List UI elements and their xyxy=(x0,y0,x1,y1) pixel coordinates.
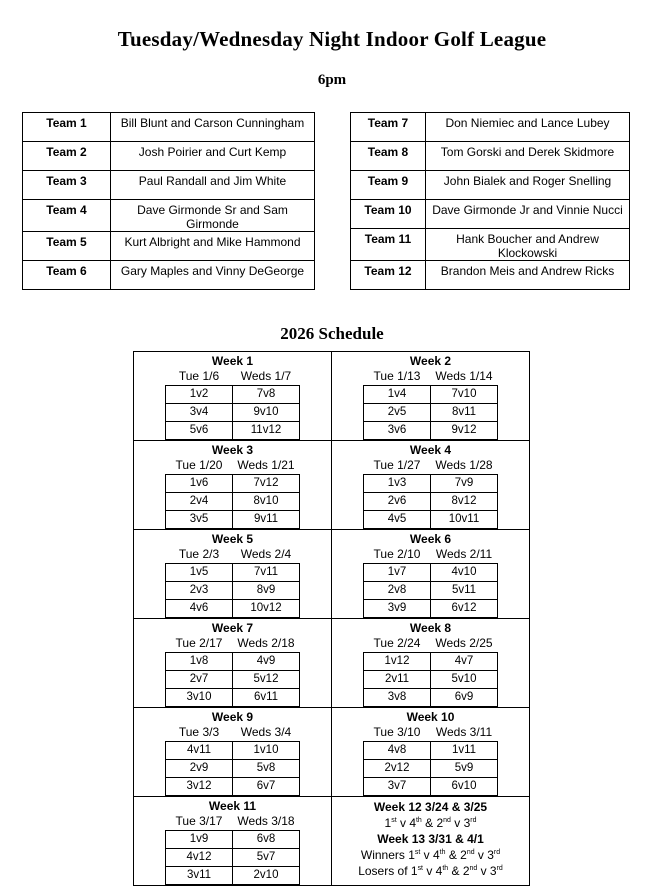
match-row xyxy=(364,760,498,778)
match-cell: 5v8 xyxy=(233,760,300,778)
match-row xyxy=(166,760,300,778)
schedule-row xyxy=(134,441,530,530)
wednesday-date-header: Weds 3/4 xyxy=(240,725,292,739)
wednesday-date-header: Weds 1/14 xyxy=(435,369,493,383)
match-cell: 4v9 xyxy=(233,653,300,671)
tuesday-date-header: Tue 2/17 xyxy=(175,636,223,650)
match-row xyxy=(364,600,498,618)
match-table xyxy=(165,385,300,440)
match-row xyxy=(364,582,498,600)
tuesday-date-header: Tue 2/24 xyxy=(373,636,421,650)
match-cell: 5v9 xyxy=(431,760,498,778)
match-cell: 1v4 xyxy=(364,386,431,404)
match-cell: 3v7 xyxy=(364,778,431,796)
team-row xyxy=(23,232,315,261)
match-table xyxy=(165,652,300,707)
match-row xyxy=(166,831,300,849)
schedule-row xyxy=(134,797,530,886)
team-players-cell: Hank Boucher and Andrew Klockowski xyxy=(426,229,630,261)
week-cell xyxy=(134,352,332,441)
tuesday-date-header: Tue 1/13 xyxy=(373,369,421,383)
day-header-row xyxy=(364,369,498,384)
match-cell: 9v10 xyxy=(233,404,300,422)
team-players-cell: Dave Girmonde Sr and Sam Girmonde xyxy=(111,200,315,232)
match-cell: 3v9 xyxy=(364,600,431,618)
day-header-row xyxy=(364,547,498,562)
team-number-cell: Team 11 xyxy=(351,229,426,261)
team-number-cell: Team 2 xyxy=(23,142,111,171)
wednesday-date-header: Weds 1/21 xyxy=(237,458,295,472)
week-cell xyxy=(332,530,530,619)
match-cell: 4v7 xyxy=(431,653,498,671)
match-cell: 1v3 xyxy=(364,475,431,493)
match-row xyxy=(364,671,498,689)
team-players-cell: Kurt Albright and Mike Hammond xyxy=(111,232,315,261)
playoff-weeks-cell xyxy=(332,797,530,886)
match-row xyxy=(166,404,300,422)
match-cell: 10v12 xyxy=(233,600,300,618)
team-row xyxy=(351,171,630,200)
match-row xyxy=(166,564,300,582)
match-row xyxy=(364,564,498,582)
team-row xyxy=(351,261,630,290)
week-cell xyxy=(134,530,332,619)
match-row xyxy=(364,689,498,707)
match-cell: 7v10 xyxy=(431,386,498,404)
team-players-cell: Tom Gorski and Derek Skidmore xyxy=(426,142,630,171)
week-title: Week 9 xyxy=(211,710,254,724)
match-cell: 1v12 xyxy=(364,653,431,671)
wednesday-date-header: Weds 2/18 xyxy=(237,636,295,650)
tuesday-date-header: Tue 3/17 xyxy=(175,814,223,828)
match-row xyxy=(166,689,300,707)
wednesday-date-header: Weds 3/18 xyxy=(237,814,295,828)
match-cell: 2v12 xyxy=(364,760,431,778)
match-cell: 9v12 xyxy=(431,422,498,440)
week-title: Week 11 xyxy=(208,799,257,813)
match-cell: 2v5 xyxy=(364,404,431,422)
match-cell: 6v7 xyxy=(233,778,300,796)
week-cell xyxy=(134,708,332,797)
match-cell: 11v12 xyxy=(233,422,300,440)
schedule-title: 2026 Schedule xyxy=(280,324,384,343)
match-cell: 6v11 xyxy=(233,689,300,707)
team-table-7-12 xyxy=(350,112,630,290)
tuesday-date-header: Tue 1/6 xyxy=(178,369,220,383)
week-title: Week 10 xyxy=(406,710,455,724)
playoff-line: Week 12 3/24 & 3/25 xyxy=(373,800,488,814)
team-table-1-6 xyxy=(22,112,315,290)
week-title: Week 8 xyxy=(409,621,452,635)
day-header-row xyxy=(364,458,498,473)
match-cell: 8v9 xyxy=(233,582,300,600)
match-row xyxy=(166,653,300,671)
day-header-row xyxy=(166,369,300,384)
match-table xyxy=(363,652,498,707)
week-cell xyxy=(332,619,530,708)
match-row xyxy=(166,582,300,600)
week-cell xyxy=(134,797,332,886)
match-table xyxy=(363,385,498,440)
playoff-line: Week 13 3/31 & 4/1 xyxy=(377,832,484,846)
match-cell: 8v11 xyxy=(431,404,498,422)
day-header-row xyxy=(166,814,300,829)
team-number-cell: Team 1 xyxy=(23,113,111,142)
wednesday-date-header: Weds 2/4 xyxy=(240,547,292,561)
match-cell: 3v12 xyxy=(166,778,233,796)
match-table xyxy=(165,830,300,885)
team-row xyxy=(351,200,630,229)
match-cell: 7v11 xyxy=(233,564,300,582)
match-row xyxy=(166,386,300,404)
match-row xyxy=(166,422,300,440)
match-row xyxy=(364,778,498,796)
match-cell: 2v10 xyxy=(233,867,300,885)
match-cell: 5v12 xyxy=(233,671,300,689)
schedule-grid xyxy=(133,351,530,886)
team-row xyxy=(23,200,315,232)
match-cell: 4v8 xyxy=(364,742,431,760)
match-cell: 2v4 xyxy=(166,493,233,511)
match-cell: 4v10 xyxy=(431,564,498,582)
match-cell: 4v12 xyxy=(166,849,233,867)
schedule-row xyxy=(134,619,530,708)
team-row xyxy=(351,142,630,171)
wednesday-date-header: Weds 2/11 xyxy=(435,547,493,561)
match-cell: 2v8 xyxy=(364,582,431,600)
team-number-cell: Team 4 xyxy=(23,200,111,232)
match-row xyxy=(166,849,300,867)
week-title: Week 3 xyxy=(211,443,254,457)
day-header-row xyxy=(364,636,498,651)
tuesday-date-header: Tue 1/20 xyxy=(175,458,223,472)
day-header-row xyxy=(166,547,300,562)
tuesday-date-header: Tue 2/3 xyxy=(178,547,220,561)
week-cell xyxy=(332,441,530,530)
team-players-cell: John Bialek and Roger Snelling xyxy=(426,171,630,200)
match-row xyxy=(166,778,300,796)
team-players-cell: Dave Girmonde Jr and Vinnie Nucci xyxy=(426,200,630,229)
team-number-cell: Team 5 xyxy=(23,232,111,261)
wednesday-date-header: Weds 1/7 xyxy=(240,369,292,383)
day-header-row xyxy=(166,725,300,740)
team-players-cell: Don Niemiec and Lance Lubey xyxy=(426,113,630,142)
match-cell: 1v7 xyxy=(364,564,431,582)
schedule-row xyxy=(134,530,530,619)
match-row xyxy=(364,653,498,671)
match-cell: 1v10 xyxy=(233,742,300,760)
match-cell: 5v10 xyxy=(431,671,498,689)
match-row xyxy=(364,493,498,511)
page-title: Tuesday/Wednesday Night Indoor Golf League xyxy=(117,27,547,51)
match-cell: 8v12 xyxy=(431,493,498,511)
match-cell: 3v8 xyxy=(364,689,431,707)
team-players-cell: Gary Maples and Vinny DeGeorge xyxy=(111,261,315,290)
week-title: Week 7 xyxy=(211,621,254,635)
match-table xyxy=(165,563,300,618)
wednesday-date-header: Weds 3/11 xyxy=(435,725,493,739)
tuesday-date-header: Tue 1/27 xyxy=(373,458,421,472)
match-cell: 8v10 xyxy=(233,493,300,511)
team-number-cell: Team 8 xyxy=(351,142,426,171)
match-cell: 2v11 xyxy=(364,671,431,689)
match-cell: 5v7 xyxy=(233,849,300,867)
team-players-cell: Josh Poirier and Curt Kemp xyxy=(111,142,315,171)
match-cell: 2v9 xyxy=(166,760,233,778)
team-row xyxy=(351,113,630,142)
week-cell xyxy=(332,352,530,441)
match-cell: 1v6 xyxy=(166,475,233,493)
match-row xyxy=(166,671,300,689)
match-row xyxy=(166,493,300,511)
team-row xyxy=(23,142,315,171)
match-cell: 1v9 xyxy=(166,831,233,849)
week-cell xyxy=(134,619,332,708)
team-roster-section xyxy=(22,112,630,290)
match-cell: 6v9 xyxy=(431,689,498,707)
match-cell: 5v6 xyxy=(166,422,233,440)
match-cell: 6v10 xyxy=(431,778,498,796)
match-cell: 6v8 xyxy=(233,831,300,849)
match-cell: 7v9 xyxy=(431,475,498,493)
match-cell: 7v12 xyxy=(233,475,300,493)
match-cell: 1v11 xyxy=(431,742,498,760)
match-cell: 1v8 xyxy=(166,653,233,671)
match-table xyxy=(165,741,300,796)
playoff-line: 1st v 4th & 2nd v 3rd xyxy=(384,816,477,830)
schedule-row xyxy=(134,708,530,797)
wednesday-date-header: Weds 1/28 xyxy=(435,458,493,472)
day-header-row xyxy=(166,458,300,473)
match-cell: 9v11 xyxy=(233,511,300,529)
match-row xyxy=(364,386,498,404)
week-title: Week 4 xyxy=(409,443,452,457)
match-cell: 2v3 xyxy=(166,582,233,600)
match-cell: 1v5 xyxy=(166,564,233,582)
match-row xyxy=(364,511,498,529)
match-row xyxy=(364,404,498,422)
match-row xyxy=(166,511,300,529)
team-number-cell: Team 7 xyxy=(351,113,426,142)
match-row xyxy=(364,475,498,493)
team-row xyxy=(23,113,315,142)
schedule-row xyxy=(134,352,530,441)
week-cell xyxy=(332,708,530,797)
team-number-cell: Team 9 xyxy=(351,171,426,200)
team-number-cell: Team 10 xyxy=(351,200,426,229)
week-title: Week 1 xyxy=(211,354,254,368)
match-cell: 7v8 xyxy=(233,386,300,404)
team-players-cell: Paul Randall and Jim White xyxy=(111,171,315,200)
match-cell: 3v10 xyxy=(166,689,233,707)
tuesday-date-header: Tue 3/10 xyxy=(373,725,421,739)
day-header-row xyxy=(166,636,300,651)
match-table xyxy=(363,741,498,796)
week-title: Week 5 xyxy=(211,532,254,546)
match-cell: 3v11 xyxy=(166,867,233,885)
match-cell: 3v5 xyxy=(166,511,233,529)
match-cell: 6v12 xyxy=(431,600,498,618)
match-row xyxy=(166,600,300,618)
match-row xyxy=(364,422,498,440)
team-number-cell: Team 6 xyxy=(23,261,111,290)
match-cell: 4v5 xyxy=(364,511,431,529)
match-row xyxy=(166,742,300,760)
match-cell: 1v2 xyxy=(166,386,233,404)
match-cell: 2v6 xyxy=(364,493,431,511)
team-number-cell: Team 12 xyxy=(351,261,426,290)
match-table xyxy=(363,563,498,618)
match-cell: 3v6 xyxy=(364,422,431,440)
tuesday-date-header: Tue 2/10 xyxy=(373,547,421,561)
day-header-row xyxy=(364,725,498,740)
week-title: Week 2 xyxy=(409,354,452,368)
tuesday-date-header: Tue 3/3 xyxy=(178,725,220,739)
team-row xyxy=(351,229,630,261)
match-table xyxy=(165,474,300,529)
match-cell: 5v11 xyxy=(431,582,498,600)
team-row xyxy=(23,171,315,200)
time-subtitle: 6pm xyxy=(317,72,347,88)
wednesday-date-header: Weds 2/25 xyxy=(435,636,493,650)
match-table xyxy=(363,474,498,529)
team-players-cell: Brandon Meis and Andrew Ricks xyxy=(426,261,630,290)
match-cell: 4v11 xyxy=(166,742,233,760)
team-number-cell: Team 3 xyxy=(23,171,111,200)
match-row xyxy=(166,475,300,493)
playoff-line: Winners 1st v 4th & 2nd v 3rd xyxy=(360,848,501,862)
match-cell: 3v4 xyxy=(166,404,233,422)
playoff-line: Losers of 1st v 4th & 2nd v 3rd xyxy=(358,864,503,878)
team-row xyxy=(23,261,315,290)
week-title: Week 6 xyxy=(409,532,452,546)
match-cell: 4v6 xyxy=(166,600,233,618)
week-cell xyxy=(134,441,332,530)
match-row xyxy=(166,867,300,885)
match-row xyxy=(364,742,498,760)
match-cell: 2v7 xyxy=(166,671,233,689)
match-cell: 10v11 xyxy=(431,511,498,529)
team-players-cell: Bill Blunt and Carson Cunningham xyxy=(111,113,315,142)
